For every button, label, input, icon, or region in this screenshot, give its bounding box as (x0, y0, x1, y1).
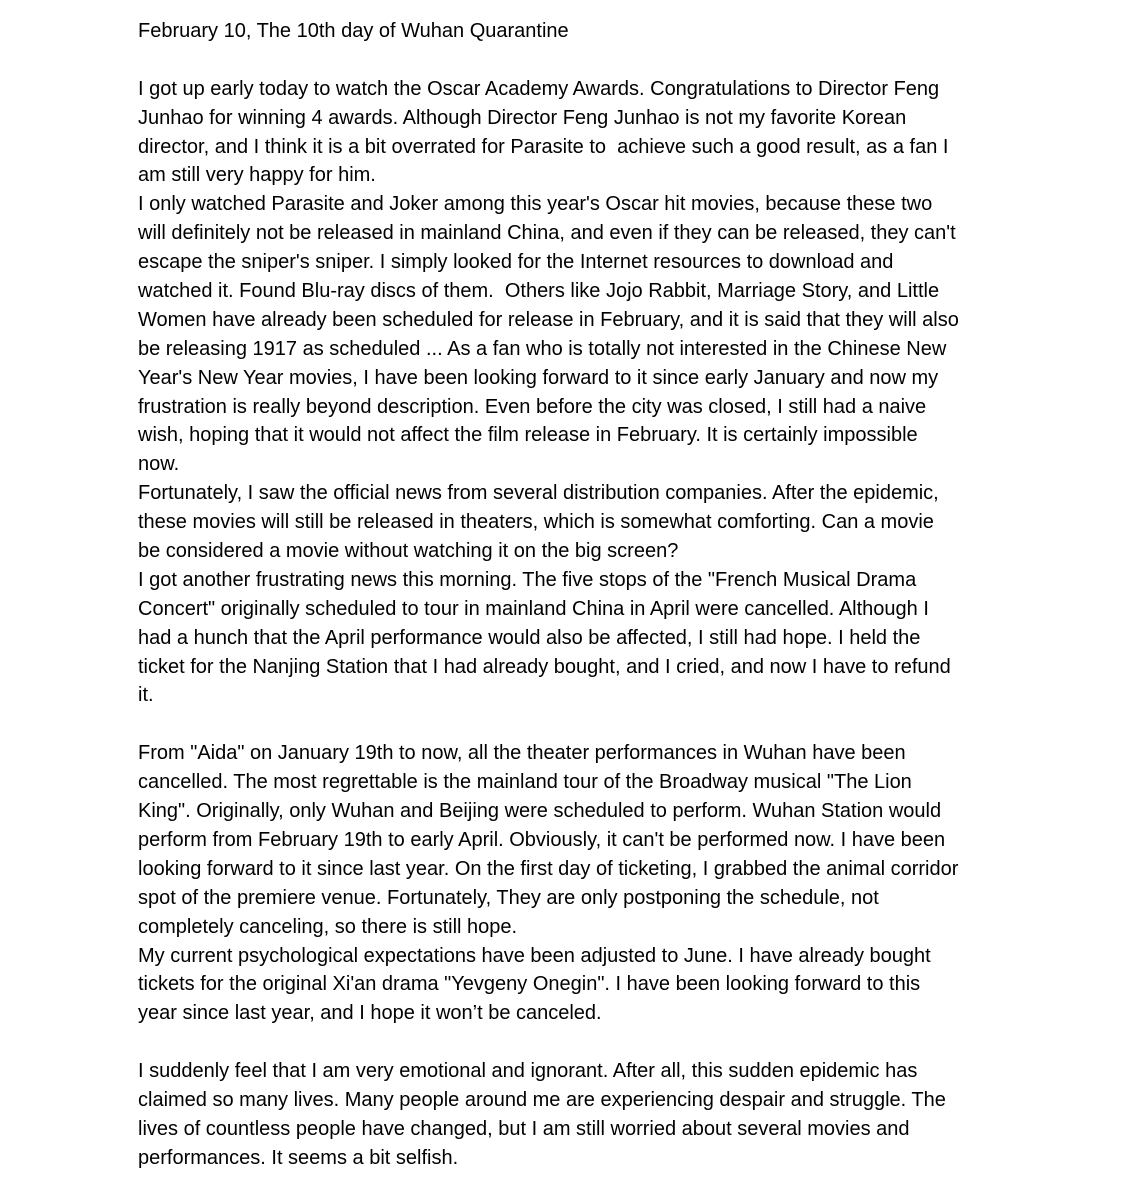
paragraph (138, 566, 1018, 710)
text-line: perform from February 19th to early April. Obviously, it can't be performed now. I have been (138, 828, 946, 851)
paragraph (138, 942, 1018, 1029)
text-line: escape the sniper's sniper. I simply looked for the Internet resources to download and (138, 251, 894, 274)
text-line: My current psychological expectations have been adjusted to June. I have already bought (138, 944, 931, 967)
paragraph (138, 1057, 1018, 1173)
text-line: Year's New Year movies, I have been looking forward to it since early January and now my (138, 366, 939, 389)
paragraph-container (138, 75, 1018, 1173)
text-line: will definitely not be released in mainland China, and even if they can be released, they can't (138, 222, 956, 245)
text-line: frustration is really beyond description. Even before the city was closed, I still had a naive (138, 395, 927, 418)
text-line: completely canceling, so there is still hope. (138, 915, 518, 938)
text-line: I got another frustrating news this morning. The five stops of the "French Musical Drama (138, 568, 917, 591)
text-line: I suddenly feel that I am very emotional and ignorant. After all, this sudden epidemic has (138, 1060, 918, 1083)
text-line: be considered a movie without watching it on the big screen? (138, 540, 679, 563)
text-line: cancelled. The most regrettable is the mainland tour of the Broadway musical "The Lion (138, 771, 912, 794)
text-line: wish, hoping that it would not affect the film release in February. It is certainly impossible (138, 424, 918, 447)
text-line: performances. It seems a bit selfish. (138, 1146, 459, 1169)
text-line: Junhao for winning 4 awards. Although Director Feng Junhao is not my favorite Korean (138, 106, 907, 129)
text-line: it. (138, 684, 154, 707)
text-line: Concert" originally scheduled to tour in mainland China in April were cancelled. Although I (138, 597, 929, 620)
text-line: ticket for the Nanjing Station that I had already bought, and I cried, and now I have to refund (138, 655, 951, 678)
paragraph (138, 75, 1018, 191)
text-line: I got up early today to watch the Oscar Academy Awards. Congratulations to Director Feng (138, 77, 940, 100)
text-line: I only watched Parasite and Joker among this year's Oscar hit movies, because these two (138, 193, 933, 216)
text-line: King". Originally, only Wuhan and Beijing were scheduled to perform. Wuhan Station would (138, 800, 942, 823)
text-line: am still very happy for him. (138, 164, 376, 187)
document-title: February 10, The 10th day of Wuhan Quarantine (138, 20, 569, 42)
text-line: tickets for the original Xi'an drama "Yevgeny Onegin". I have been looking forward to this (138, 973, 921, 996)
text-line: these movies will still be released in theaters, which is somewhat comforting. Can a movie (138, 511, 934, 534)
text-line: watched it. Found Blu-ray discs of them. Others like Jojo Rabbit, Marriage Story, and Little (138, 280, 940, 303)
text-line: lives of countless people have changed, but I am still worried about several movies and (138, 1117, 910, 1140)
spacer (138, 46, 1018, 75)
text-line: claimed so many lives. Many people around me are experiencing despair and struggle. The (138, 1088, 946, 1111)
text-line: spot of the premiere venue. Fortunately, They are only postponing the schedule, not (138, 886, 879, 909)
text-line: Women have already been scheduled for release in February, and it is said that they will also (138, 308, 959, 331)
paragraph (138, 190, 1018, 479)
text-line: had a hunch that the April performance would also be affected, I still had hope. I held the (138, 626, 921, 649)
text-line: looking forward to it since last year. On the first day of ticketing, I grabbed the animal corridor (138, 857, 959, 880)
document-body (138, 17, 1018, 1173)
text-line: be releasing 1917 as scheduled ... As a fan who is totally not interested in the Chinese New (138, 337, 947, 360)
text-line: Fortunately, I saw the official news from several distribution companies. After the epidemic, (138, 482, 939, 505)
paragraph (138, 739, 1018, 941)
text-line: director, and I think it is a bit overrated for Parasite to achieve such a good result, as a fan I (138, 135, 949, 158)
text-line: year since last year, and I hope it won’t be canceled. (138, 1002, 602, 1025)
text-line: now. (138, 453, 180, 476)
text-line: From "Aida" on January 19th to now, all the theater performances in Wuhan have been (138, 742, 906, 765)
spacer (138, 710, 1018, 739)
paragraph (138, 479, 1018, 566)
spacer (138, 1028, 1018, 1057)
